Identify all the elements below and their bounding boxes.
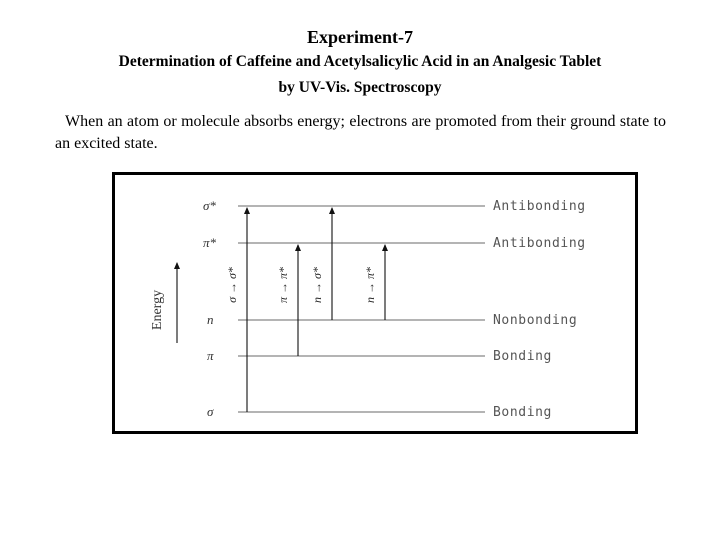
experiment-title: Experiment-7 bbox=[307, 27, 413, 47]
intro-paragraph: When an atom or molecule absorbs energy; electrons are promoted from their ground state to an excited state. bbox=[55, 113, 666, 152]
document-title-line-1: Determination of Caffeine and Acetylsalicylic Acid in an Analgesic Tablet bbox=[118, 53, 602, 70]
level-name: Bonding bbox=[493, 349, 552, 364]
transition-label: π → π* bbox=[276, 266, 290, 304]
level-name: Antibonding bbox=[493, 199, 586, 214]
energy-axis-label: Energy bbox=[150, 289, 165, 331]
level-name: Nonbonding bbox=[493, 313, 578, 328]
level-name: Bonding bbox=[493, 405, 552, 420]
level-symbol: σ* bbox=[203, 198, 216, 213]
document-title-line-2: by UV-Vis. Spectroscopy bbox=[278, 79, 442, 96]
transition-label: n → σ* bbox=[310, 267, 324, 303]
level-symbol: π* bbox=[203, 235, 217, 250]
energy-level-svg bbox=[115, 175, 635, 431]
transition-label: n → π* bbox=[363, 266, 377, 304]
level-symbol: σ bbox=[207, 404, 214, 419]
level-symbol: n bbox=[207, 312, 214, 327]
level-symbol: π bbox=[207, 348, 214, 363]
energy-level-diagram bbox=[112, 172, 638, 434]
transition-label: σ → σ* bbox=[225, 267, 239, 303]
level-name: Antibonding bbox=[493, 236, 586, 251]
